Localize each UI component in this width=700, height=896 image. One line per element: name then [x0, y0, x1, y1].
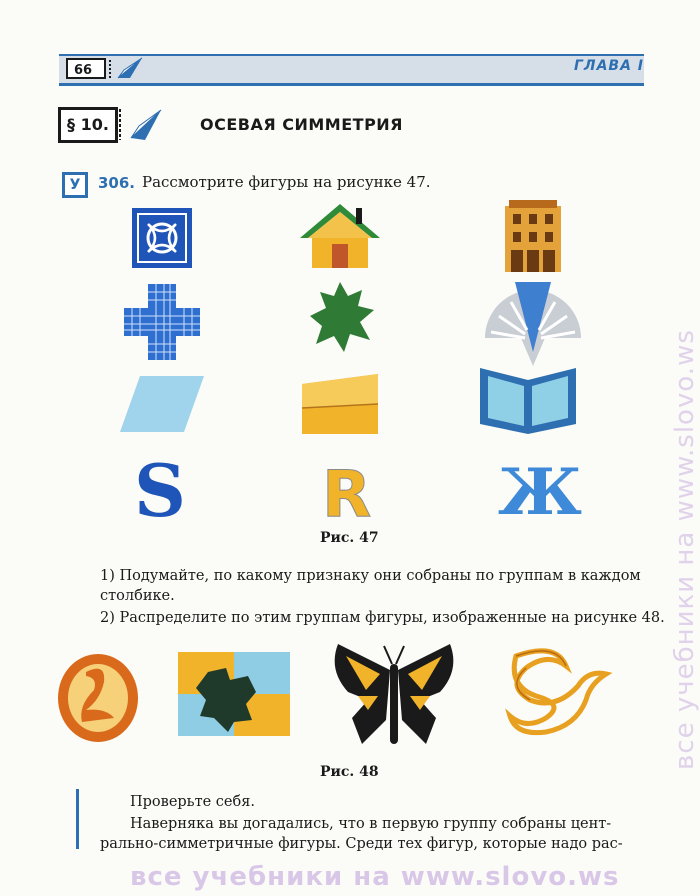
question-2: 2) Распределите по этим группам фигуры, изображенные на рисунке 48. — [100, 610, 665, 626]
letter-s: S — [134, 448, 186, 530]
grid-cross-figure — [124, 284, 200, 360]
check-line-2: рально-симметричные фигуры. Среди тех фигур, которые надо рас- — [100, 836, 623, 852]
butterfly-figure — [335, 644, 454, 744]
building-figure — [505, 200, 561, 272]
ornament-figure — [510, 651, 606, 733]
letter-zhe: Ж — [498, 455, 582, 530]
open-book-figure — [480, 368, 576, 434]
celtic-knot-tile — [132, 208, 192, 268]
folded-rectangle-figure — [302, 374, 378, 434]
check-line-1: Наверняка вы догадались, что в первую группу собраны цент- — [130, 816, 612, 832]
exercise-number: 306. — [98, 174, 136, 192]
check-heading: Проверьте себя. — [130, 794, 255, 810]
chapter-header-bar — [59, 54, 644, 86]
swan-emblem-figure — [58, 654, 138, 742]
fan-figure — [485, 282, 581, 366]
figure-48 — [50, 640, 630, 760]
paper-plane-icon — [117, 104, 165, 146]
paper-plane-icon — [106, 56, 146, 82]
figure-47 — [120, 200, 600, 530]
question-1: 1) Подумайте, по какому признаку они собраны по группам в каждом — [100, 568, 641, 584]
parallelogram-figure — [120, 376, 204, 432]
figure-48-caption: Рис. 48 — [320, 764, 379, 780]
check-section-marker — [76, 789, 79, 849]
section-number: § 10. — [58, 107, 118, 143]
leaf-figure — [310, 282, 374, 352]
chapter-label: ГЛАВА I — [574, 58, 644, 74]
section-title: ОСЕВАЯ СИММЕТРИЯ — [200, 115, 403, 134]
watermark-side: все учебники на www.slovo.ws — [670, 329, 700, 770]
house-figure — [300, 204, 380, 268]
watermark-bottom: все учебники на www.slovo.ws — [130, 862, 620, 892]
letter-r: R — [322, 458, 372, 530]
exercise-text: Рассмотрите фигуры на рисунке 47. — [142, 173, 431, 191]
exercise-level-badge: У — [62, 172, 88, 198]
question-1-cont: столбике. — [100, 588, 175, 604]
puzzle-figure — [178, 652, 290, 736]
figure-47-caption: Рис. 47 — [320, 530, 379, 546]
page-number: 66 — [66, 58, 106, 79]
